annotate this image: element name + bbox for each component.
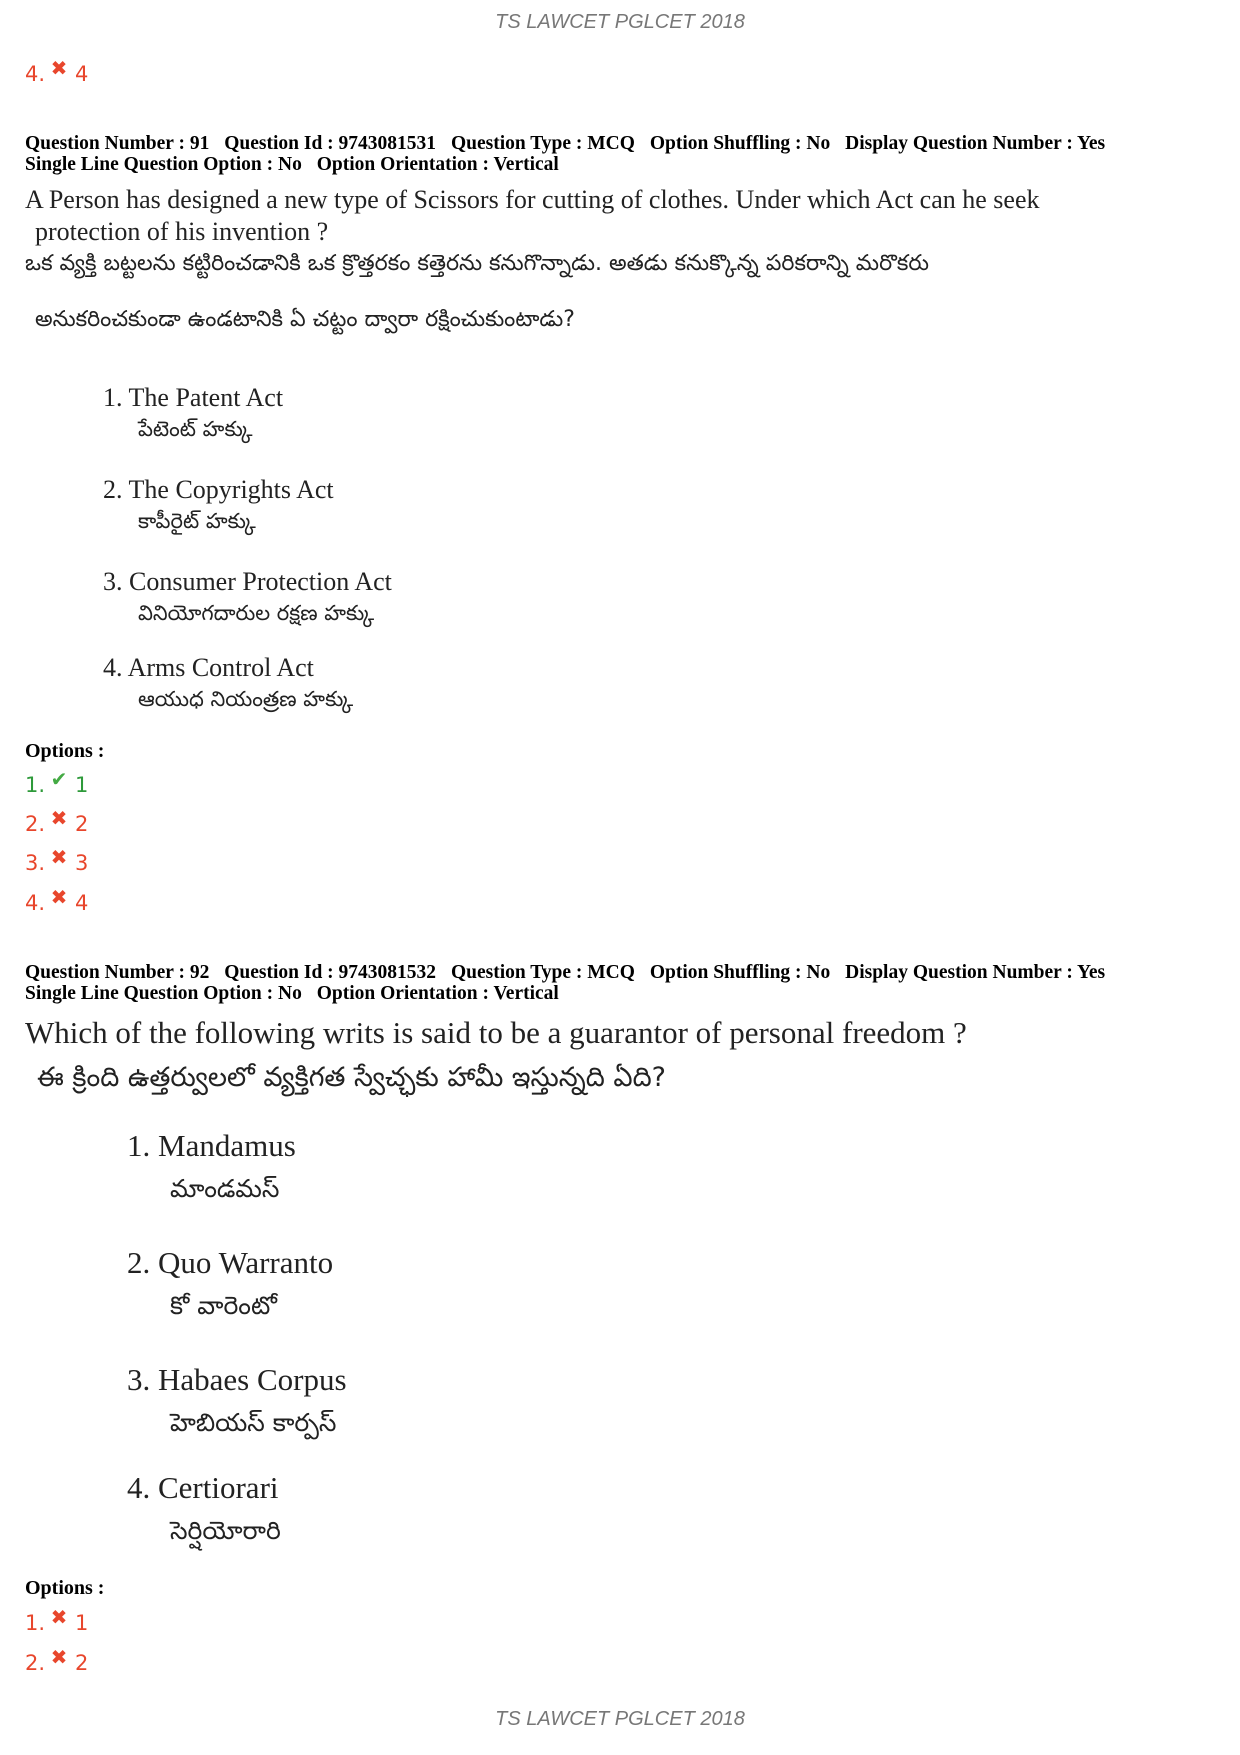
q92-text-te: ఈ క్రింది ఉత్తర్వులలో వ్యక్తిగత స్వేచ్ఛకు హామీ ఇస్తున్నది ఏది?: [37, 1062, 666, 1093]
option-number: 1.: [25, 773, 46, 797]
cross-icon: ✖: [50, 56, 68, 80]
q92-meta-line-2: [25, 983, 1225, 1004]
option-value: 4: [75, 62, 89, 86]
display-question-number: Display Question Number : Yes: [845, 133, 1106, 154]
option-value: 1: [75, 1611, 89, 1635]
choice-text-en: 4. Certiorari: [127, 1470, 279, 1505]
q91-option-3: [25, 845, 89, 876]
question-id: Question Id : 9743081531: [224, 133, 437, 154]
q92-choice-2: [127, 1245, 333, 1327]
q92-meta: [25, 962, 1225, 1004]
display-question-number: Display Question Number : Yes: [845, 962, 1106, 983]
option-shuffling: Option Shuffling : No: [649, 962, 831, 983]
choice-text-en: 2. Quo Warranto: [127, 1245, 334, 1280]
choice-text-en: 1. The Patent Act: [103, 383, 284, 412]
option-orientation: Option Orientation : Vertical: [316, 154, 559, 175]
option-value: 1: [75, 773, 89, 797]
q91-meta: [25, 133, 1225, 175]
q91-choice-1: [103, 383, 283, 447]
question-id: Question Id : 9743081532: [224, 962, 437, 983]
choice-text-en: 3. Habaes Corpus: [127, 1362, 347, 1397]
cross-icon: ✖: [50, 885, 68, 909]
choice-text-te: ఆయుధ నియంత్రణ హక్కు: [138, 687, 354, 711]
q91-option-2: [25, 806, 89, 837]
q91-text-te-line-2: అనుకరించకుండా ఉండటానికి ఏ చట్టం ద్వారా రక్షించుకుంటాడు?: [35, 307, 575, 332]
check-icon: ✔: [50, 767, 68, 791]
option-number: 2.: [25, 1651, 46, 1675]
q91-text-en: [25, 184, 1225, 248]
cross-icon: ✖: [50, 806, 68, 830]
q91-text-te-line-1: ఒక వ్యక్తి బట్టలను కట్టిరించడానికి ఒక క్రొత్తరకం కత్తెరను కనుగొన్నాడు. అతడు కనుక్కొన్న పరికరాన్ని మరొకరు: [25, 251, 929, 276]
question-type: Question Type : MCQ: [450, 133, 635, 154]
choice-text-te: హెబియస్ కార్పస్: [170, 1408, 337, 1437]
q91-meta-line-1: [25, 133, 1225, 154]
q91-text-en-line-2: protection of his invention ?: [35, 217, 329, 246]
choice-text-en: 2. The Copyrights Act: [103, 475, 334, 504]
option-value: 4: [75, 891, 89, 915]
q91-option-1: [25, 767, 89, 798]
choice-text-te: వినియోగదారుల రక్షణ హక్కు: [138, 601, 375, 625]
choice-text-te: కాపీరైట్ హక్కు: [138, 509, 256, 533]
option-number: 3.: [25, 851, 46, 875]
page-footer: TS LAWCET PGLCET 2018: [495, 1708, 745, 1730]
single-line-option: Single Line Question Option : No: [25, 983, 302, 1004]
q92-choice-1: [127, 1128, 296, 1210]
q91-text-en-line-1: A Person has designed a new type of Scissors for cutting of clothes. Under which Act can he seek: [25, 185, 1040, 214]
option-value: 2: [75, 812, 89, 836]
option-number: 4.: [25, 891, 46, 915]
q92-meta-line-1: [25, 962, 1225, 983]
q91-choice-4: [103, 653, 353, 717]
option-value: 2: [75, 1651, 89, 1675]
option-number: 2.: [25, 812, 46, 836]
option-number: 4.: [25, 62, 46, 86]
choice-text-te: కో వారెంటో: [170, 1291, 277, 1320]
q92-option-2: [25, 1645, 89, 1676]
prev-option-4: [25, 56, 89, 87]
cross-icon: ✖: [50, 1605, 68, 1629]
q91-options-label: Options :: [25, 740, 105, 762]
question-number: Question Number : 91: [25, 133, 210, 154]
choice-text-te: మాండమస్: [170, 1174, 280, 1203]
option-number: 1.: [25, 1611, 46, 1635]
choice-text-te: పేటెంట్ హక్కు: [138, 417, 253, 441]
q92-options-label: Options :: [25, 1577, 105, 1599]
choice-text-en: 3. Consumer Protection Act: [103, 567, 392, 596]
question-type: Question Type : MCQ: [450, 962, 635, 983]
q92-option-1: [25, 1605, 89, 1636]
q92-choice-4: [127, 1470, 281, 1552]
choice-text-te: సెర్షియోరారి: [170, 1516, 281, 1545]
page-header: TS LAWCET PGLCET 2018: [495, 11, 745, 33]
q91-choice-2: [103, 475, 334, 539]
q92-choice-3: [127, 1362, 347, 1444]
cross-icon: ✖: [50, 845, 68, 869]
choice-text-en: 4. Arms Control Act: [103, 653, 314, 682]
q91-meta-line-2: [25, 154, 1225, 175]
option-shuffling: Option Shuffling : No: [649, 133, 831, 154]
option-value: 3: [75, 851, 89, 875]
question-number: Question Number : 92: [25, 962, 210, 983]
single-line-option: Single Line Question Option : No: [25, 154, 302, 175]
q91-choice-3: [103, 567, 392, 631]
q92-text-en: Which of the following writs is said to be a guarantor of personal freedom ?: [25, 1015, 967, 1050]
choice-text-en: 1. Mandamus: [127, 1128, 296, 1163]
cross-icon: ✖: [50, 1645, 68, 1669]
option-orientation: Option Orientation : Vertical: [316, 983, 559, 1004]
q91-option-4: [25, 885, 89, 916]
